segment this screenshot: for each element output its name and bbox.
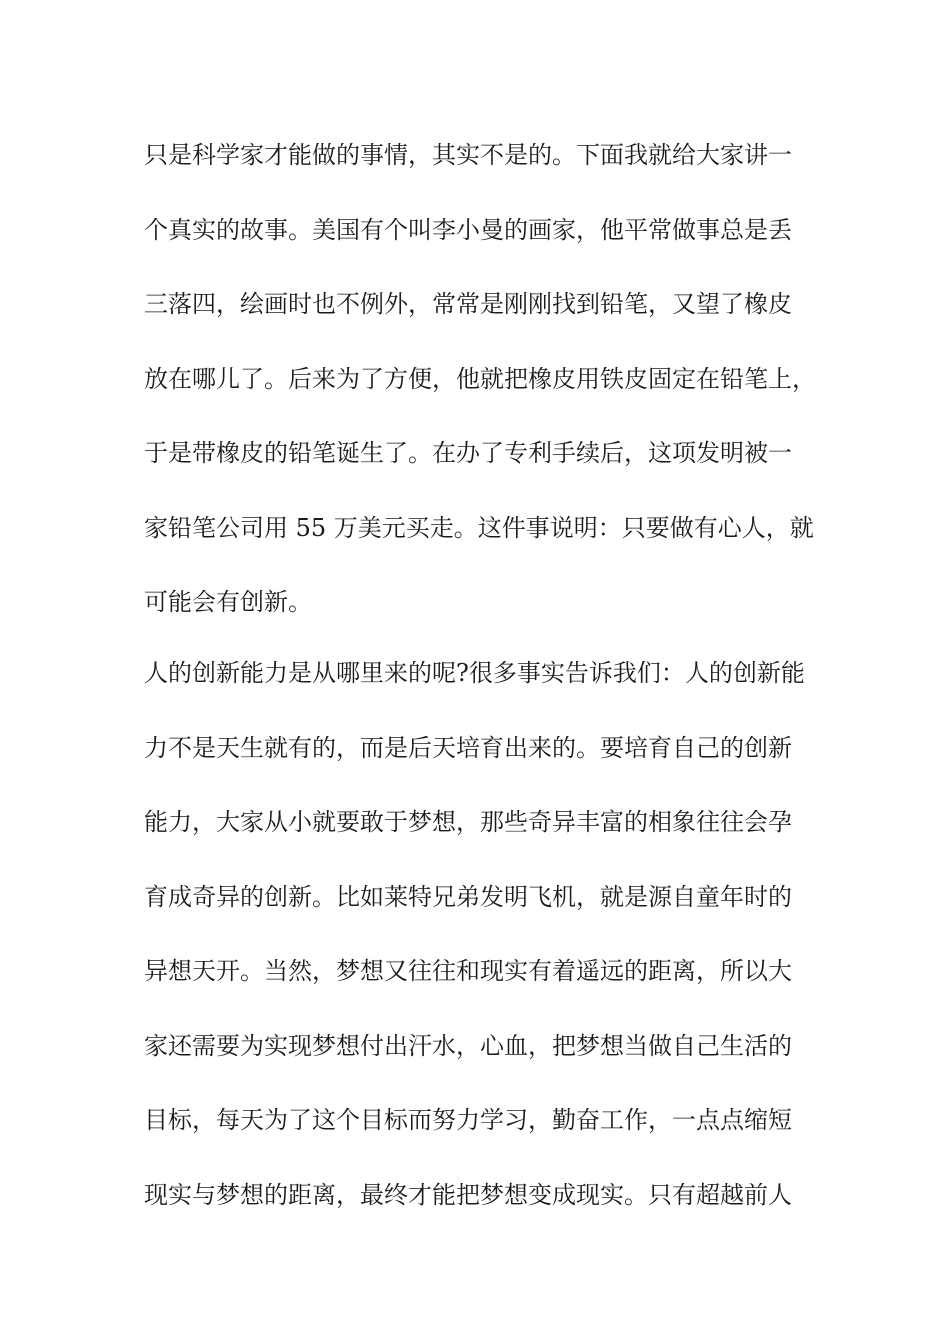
text-line-14: 目标，每天为了这个目标而努力学习，勤奋工作，一点点缩短: [144, 1106, 792, 1134]
text-line-9: 力不是天生就有的，而是后天培育出来的。要培育自己的创新: [144, 733, 792, 762]
text-line-13: 家还需要为实现梦想付出汗水，心血，把梦想当做自己生活的: [144, 1031, 792, 1060]
text-line-11: 育成奇异的创新。比如莱特兄弟发明飞机，就是源自童年时的: [144, 882, 792, 911]
text-line-4: 放在哪儿了。后来为了方便，他就把橡皮用铁皮固定在铅笔上，: [144, 364, 816, 393]
text-line-7: 可能会有创新。: [144, 588, 312, 616]
text-line-5: 于是带橡皮的铅笔诞生了。在办了专利手续后，这项发明被一: [144, 439, 792, 467]
text-line-2: 个真实的故事。美国有个叫李小曼的画家，他平常做事总是丢: [144, 215, 792, 244]
text-line-8: 人的创新能力是从哪里来的呢?很多事实告诉我们：人的创新能: [144, 659, 805, 687]
text-line-1: 只是科学家才能做的事情，其实不是的。下面我就给大家讲一: [144, 141, 792, 169]
text-line-12: 异想天开。当然，梦想又往往和现实有着遥远的距离，所以大: [144, 957, 792, 985]
text-line-3: 三落四，绘画时也不例外，常常是刚刚找到铅笔，又望了橡皮: [144, 290, 792, 318]
text-line-6: 家铅笔公司用 55 万美元买走。这件事说明：只要做有心人，就: [144, 513, 814, 542]
text-line-15: 现实与梦想的距离，最终才能把梦想变成现实。只有超越前人: [144, 1180, 792, 1209]
document-body: [144, 125, 824, 1239]
text-line-10: 能力，大家从小就要敢于梦想，那些奇异丰富的相象往往会孕: [144, 808, 792, 836]
